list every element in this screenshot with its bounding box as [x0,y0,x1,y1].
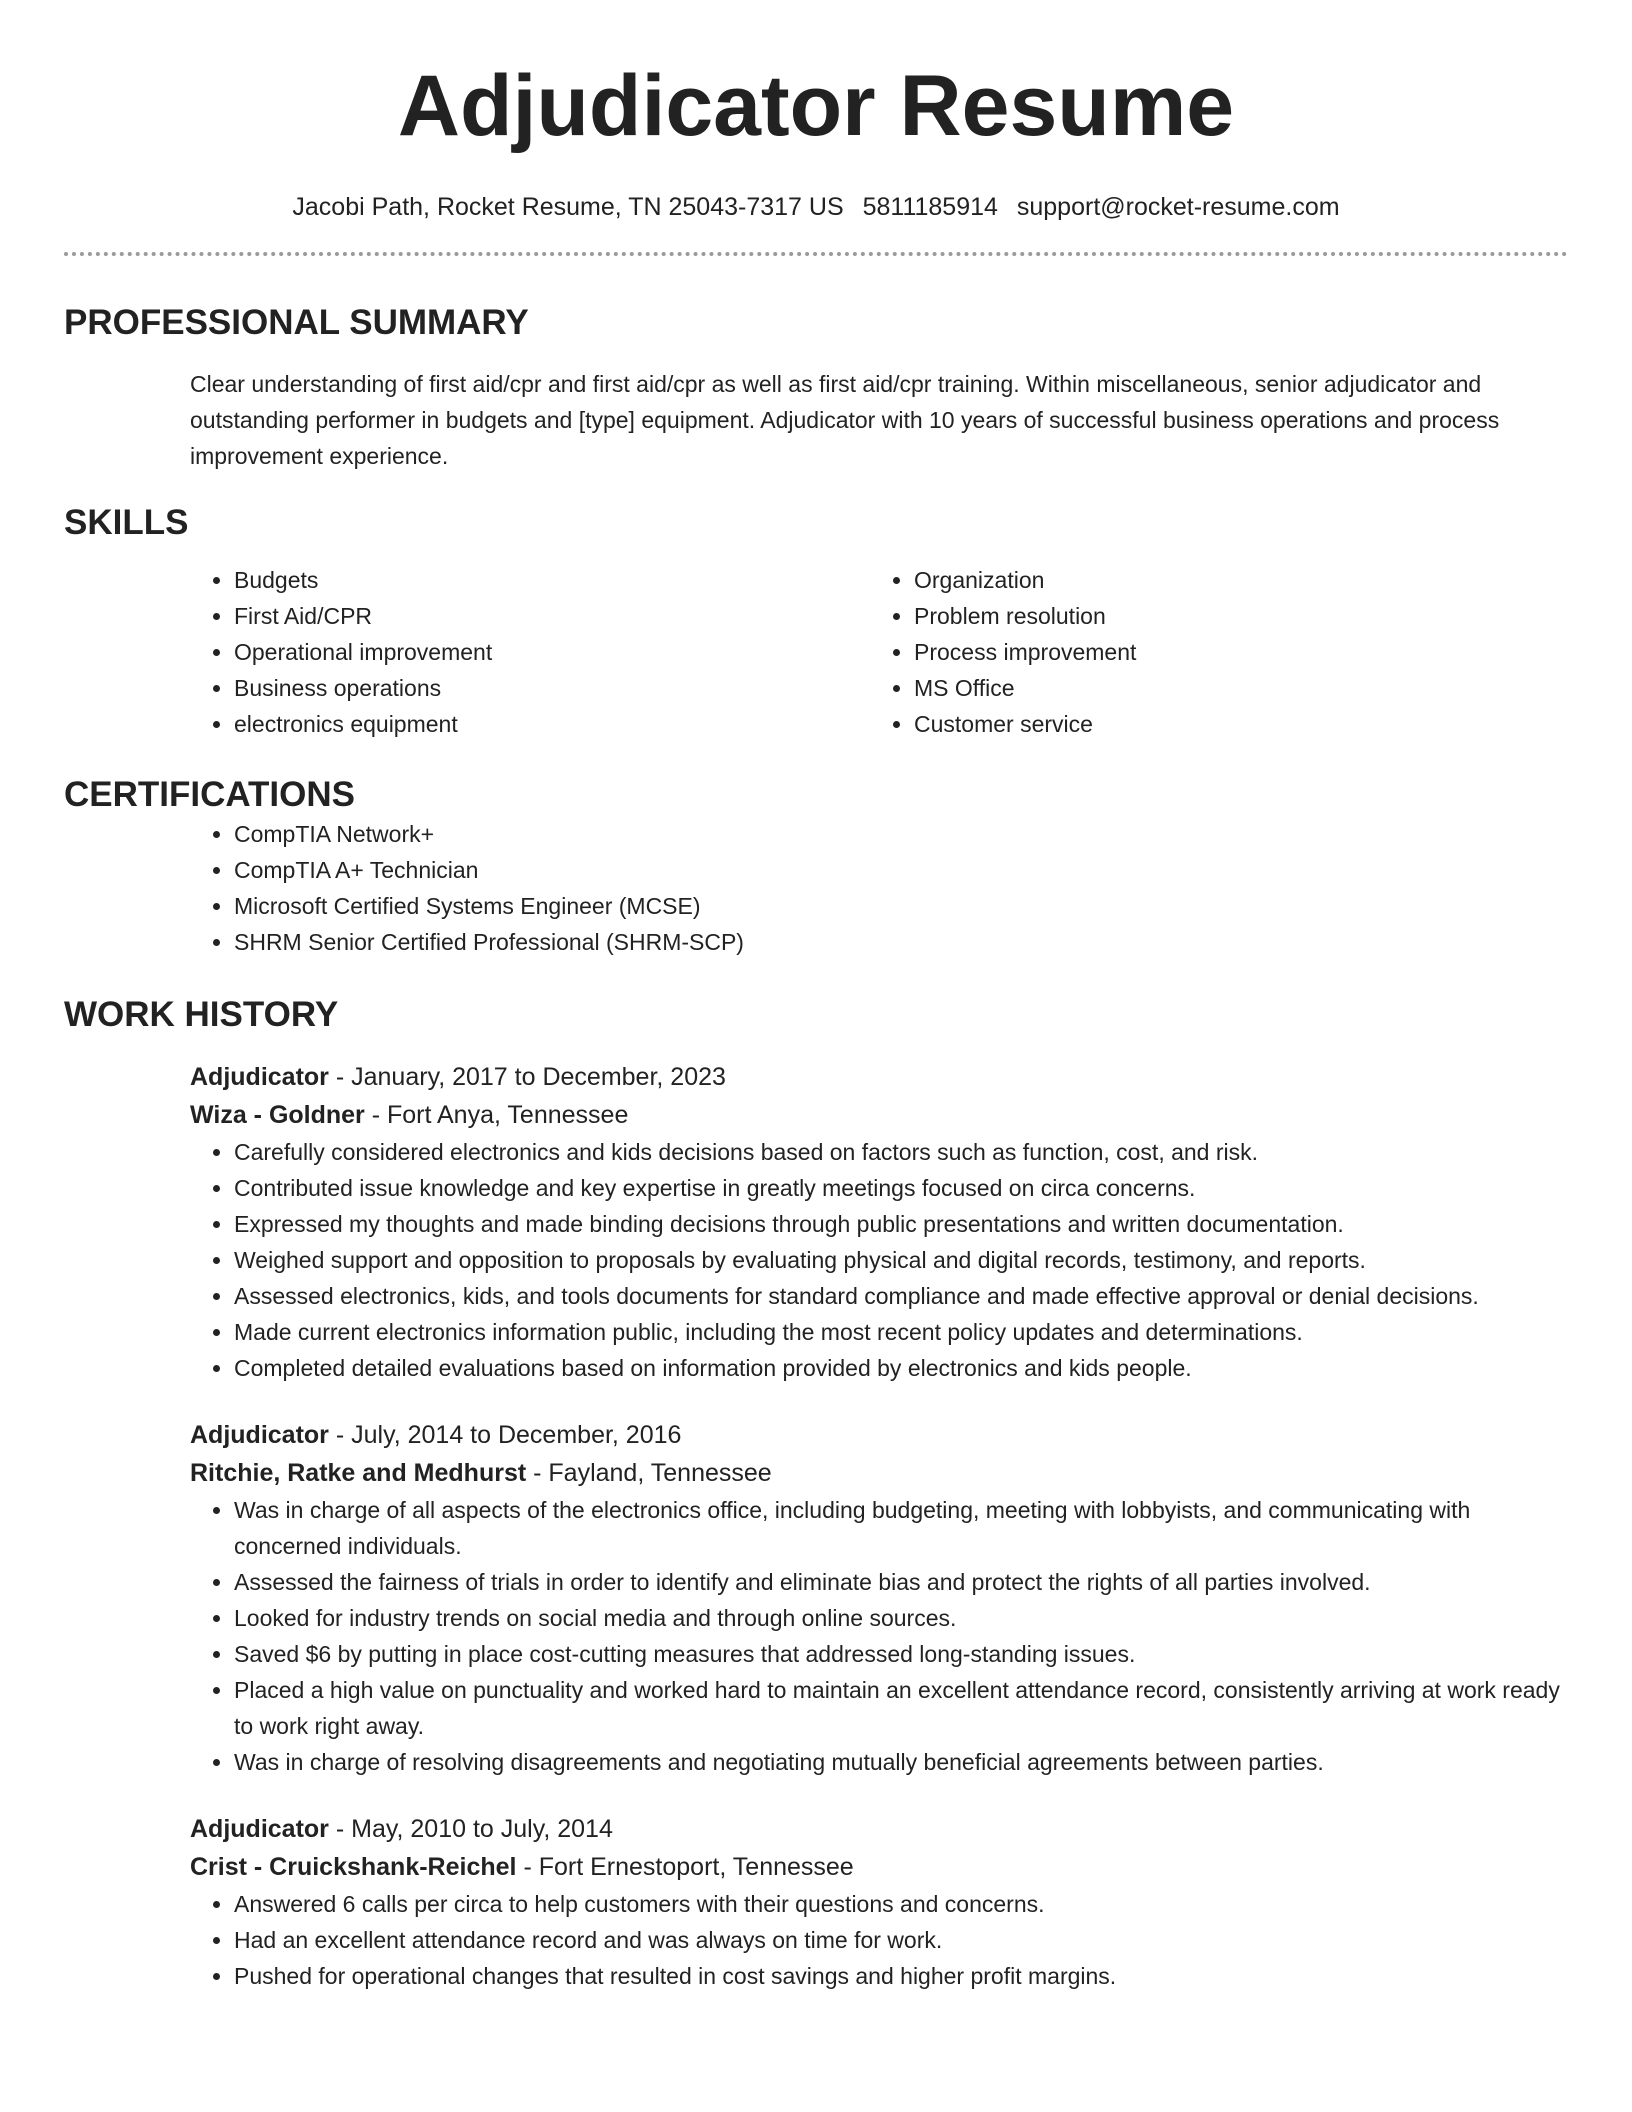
job-bullets [190,1134,1568,1386]
job-bullet: • Assessed the fairness of trials in order to identify and eliminate bias and protect the rights of all parties involved. [234,1564,1568,1600]
job-entry [190,1810,1568,1994]
work-history-section [64,994,1568,1994]
skill-item: • Operational improvement [234,634,870,670]
job-title: Adjudicator [190,1815,329,1843]
job-title: Adjudicator [190,1063,329,1091]
skill-item: • MS Office [914,670,1550,706]
skill-item: • Problem resolution [914,598,1550,634]
job-company-line [190,1848,1568,1886]
job-bullet: • Answered 6 calls per circa to help customers with their questions and concerns. [234,1886,1568,1922]
job-company: Crist - Cruickshank-Reichel [190,1853,517,1881]
summary-section [64,302,1568,474]
job-dates: - July, 2014 to December, 2016 [328,1421,682,1449]
skill-item: • Business operations [234,670,870,706]
job-title-line [190,1058,1568,1096]
job-bullet: • Was in charge of all aspects of the electronics office, including budgeting, meeting with lobbyists, and communicating with concerned individuals. [234,1492,1568,1564]
contact-address: Jacobi Path, Rocket Resume, TN 25043-7317 US [292,193,844,221]
skills-column-right [870,562,1550,742]
resume-title: Adjudicator Resume [397,58,1235,154]
job-company: Wiza - Goldner [190,1101,365,1129]
job-bullets [190,1886,1568,1994]
job-company-line [190,1096,1568,1134]
summary-text: Clear understanding of first aid/cpr and first aid/cpr as well as first aid/cpr training. Within miscellaneous, senior adjudicator and outstanding performer in budgets and [type] equipment. Adjudicator with 10 years of successful business operations and process improvement experience. [190,371,1500,469]
job-location: - Fort Anya, Tennessee [364,1101,629,1129]
job-title-line [190,1810,1568,1848]
job-title: Adjudicator [190,1421,329,1449]
job-entry [190,1416,1568,1780]
job-bullet: • Looked for industry trends on social media and through online sources. [234,1600,1568,1636]
job-location: - Fort Ernestoport, Tennessee [516,1853,854,1881]
job-bullet: • Carefully considered electronics and kids decisions based on factors such as function, cost, and risk. [234,1134,1568,1170]
job-bullet: • Placed a high value on punctuality and worked hard to maintain an excellent attendance record, consistently arriving at work ready to work right away. [234,1672,1568,1744]
skills-heading: SKILLS [64,503,189,542]
job-dates: - January, 2017 to December, 2023 [328,1063,726,1091]
skill-item: • Organization [914,562,1550,598]
job-entry [190,1058,1568,1386]
header-divider [64,252,1568,256]
job-bullet: • Contributed issue knowledge and key expertise in greatly meetings focused on circa concerns. [234,1170,1568,1206]
job-bullet: • Had an excellent attendance record and was always on time for work. [234,1922,1568,1958]
job-bullet: • Expressed my thoughts and made binding decisions through public presentations and written documentation. [234,1206,1568,1242]
skill-item: • Process improvement [914,634,1550,670]
job-company-line [190,1454,1568,1492]
job-bullet: • Pushed for operational changes that resulted in cost savings and higher profit margins. [234,1958,1568,1994]
job-bullet: • Assessed electronics, kids, and tools documents for standard compliance and made effective approval or denial decisions. [234,1278,1568,1314]
job-company: Ritchie, Ratke and Medhurst [190,1459,527,1487]
certifications-list [190,816,1568,960]
contact-line [64,192,1568,222]
skill-item: • Customer service [914,706,1550,742]
job-bullet: • Completed detailed evaluations based on information provided by electronics and kids people. [234,1350,1568,1386]
skill-item: • First Aid/CPR [234,598,870,634]
certification-item: • CompTIA A+ Technician [234,852,1568,888]
job-location: - Fayland, Tennessee [526,1459,772,1487]
job-bullets [190,1492,1568,1780]
work-history-heading: WORK HISTORY [64,995,339,1034]
job-bullet: • Was in charge of resolving disagreements and negotiating mutually beneficial agreements between parties. [234,1744,1568,1780]
skill-item: • electronics equipment [234,706,870,742]
job-dates: - May, 2010 to July, 2014 [328,1815,613,1843]
contact-phone: 5811185914 [862,193,998,221]
certification-item: • SHRM Senior Certified Professional (SHRM-SCP) [234,924,1568,960]
contact-email[interactable]: support@rocket-resume.com [1016,193,1340,221]
skills-column-left [190,562,870,742]
certifications-section [64,774,1568,960]
skills-section [64,502,1568,742]
job-bullet: • Made current electronics information public, including the most recent policy updates and determinations. [234,1314,1568,1350]
certification-item: • Microsoft Certified Systems Engineer (MCSE) [234,888,1568,924]
summary-heading: PROFESSIONAL SUMMARY [64,303,529,342]
job-bullet: • Saved $6 by putting in place cost-cutting measures that addressed long-standing issues. [234,1636,1568,1672]
skill-item: • Budgets [234,562,870,598]
job-bullet: • Weighed support and opposition to proposals by evaluating physical and digital records, testimony, and reports. [234,1242,1568,1278]
certification-item: • CompTIA Network+ [234,816,1568,852]
certifications-heading: CERTIFICATIONS [64,775,356,814]
job-title-line [190,1416,1568,1454]
skills-grid [190,562,1568,742]
